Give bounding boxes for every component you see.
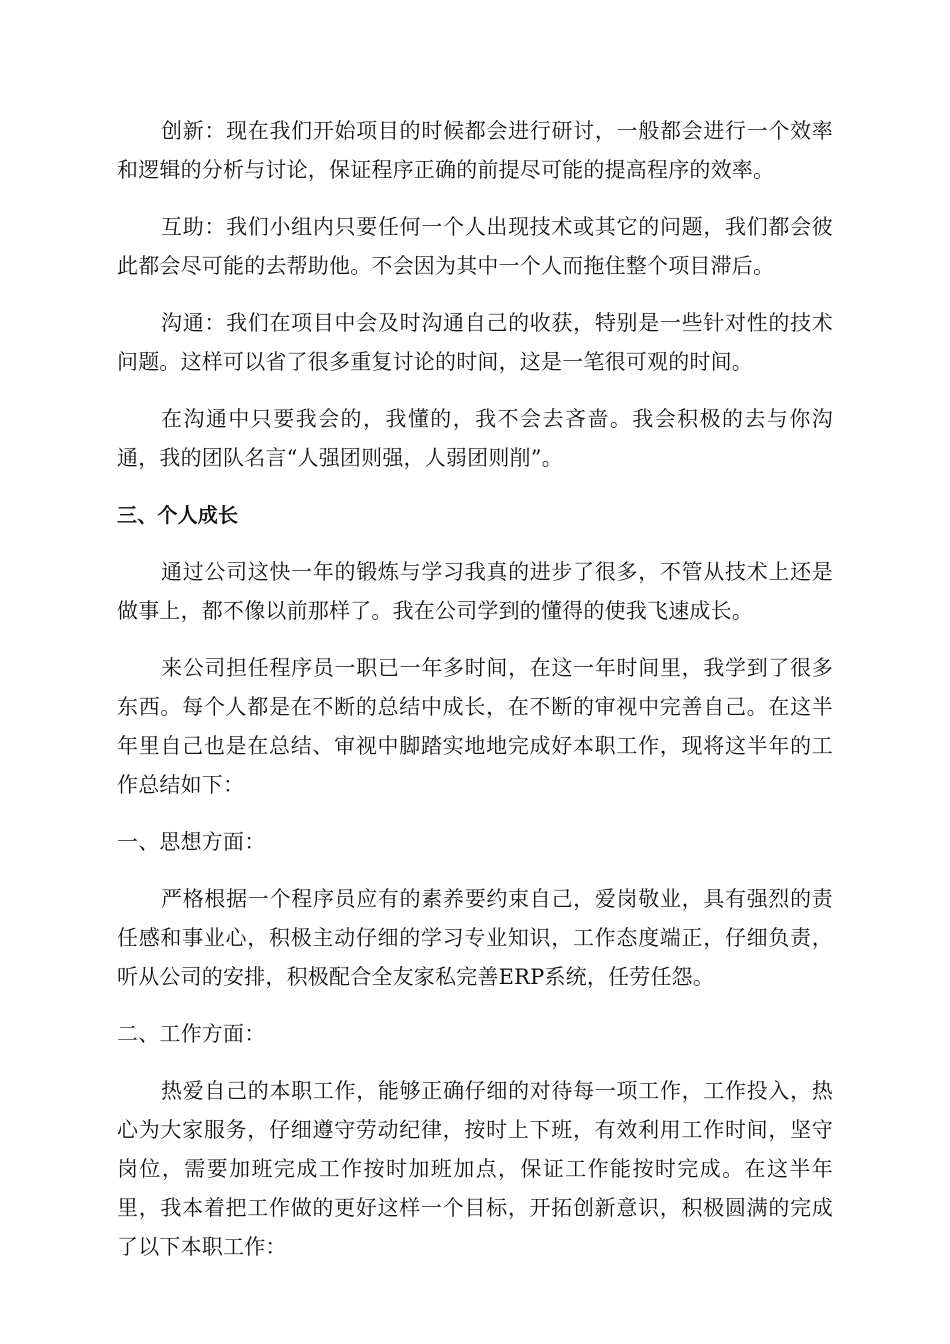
subheading-work: 二、工作方面：: [117, 1022, 266, 1046]
paragraph-communication: 沟通：我们在项目中会及时沟通自己的收获，特别是一些针对性的技术问题。这样可以省了很多重复讨论的时间，这是一笔很可观的时间。: [117, 311, 833, 374]
paragraph-thinking: 严格根据一个程序员应有的素养要约束自己，爱岗敬业，具有强烈的责任感和事业心，积极主动仔细的学习专业知识，工作态度端正，仔细负责，听从公司的安排，积极配合全友家私完善ERP系统，任劳任怨。: [117, 887, 833, 989]
paragraph-work: 热爱自己的本职工作，能够正确仔细的对待每一项工作，工作投入，热心为大家服务，仔细遵守劳动纪律，按时上下班，有效利用工作时间，坚守岗位，需要加班完成工作按时加班加点，保证工作能按时完成。在这半年里，我本着把工作做的更好这样一个目标，开拓创新意识，积极圆满的完成了以下本职工作：: [117, 1079, 833, 1259]
paragraph-growth-summary: 通过公司这快一年的锻炼与学习我真的进步了很多，不管从技术上还是做事上，都不像以前那样了。我在公司学到的懂得的使我飞速成长。: [117, 560, 833, 623]
paragraph-gap: [117, 382, 833, 400]
paragraph-team-motto: 在沟通中只要我会的，我懂的，我不会去吝啬。我会积极的去与你沟通，我的团队名言“人强团则强，人弱团则削”。: [117, 407, 833, 470]
paragraph-gap: [117, 997, 833, 1015]
paragraph-innovation: 创新：现在我们开始项目的时候都会进行研讨，一般都会进行一个效率和逻辑的分析与讨论，保证程序正确的前提尽可能的提高程序的效率。: [117, 119, 833, 182]
paragraph-gap: [117, 1054, 833, 1072]
paragraph-gap: [117, 631, 833, 649]
paragraph-gap: [117, 478, 833, 496]
subheading-thinking: 一、思想方面：: [117, 830, 266, 854]
paragraph-gap: [117, 286, 833, 304]
paragraph-gap: [117, 535, 833, 553]
section-heading-personal-growth: 三、个人成长: [117, 503, 239, 527]
paragraph-year-summary: 来公司担任程序员一职已一年多时间，在这一年时间里，我学到了很多东西。每个人都是在不断的总结中成长，在不断的审视中完善自己。在这半年里自己也是在总结、审视中脚踏实地地完成好本职工作，现将这半年的工作总结如下：: [117, 656, 833, 797]
paragraph-mutual-help: 互助：我们小组内只要任何一个人出现技术或其它的问题，我们都会彼此都会尽可能的去帮助他。不会因为其中一个人而拖住整个项目滞后。: [117, 215, 833, 278]
paragraph-gap: [117, 805, 833, 823]
paragraph-gap: [117, 862, 833, 880]
paragraph-gap: [117, 190, 833, 208]
document-body: [117, 112, 833, 1267]
